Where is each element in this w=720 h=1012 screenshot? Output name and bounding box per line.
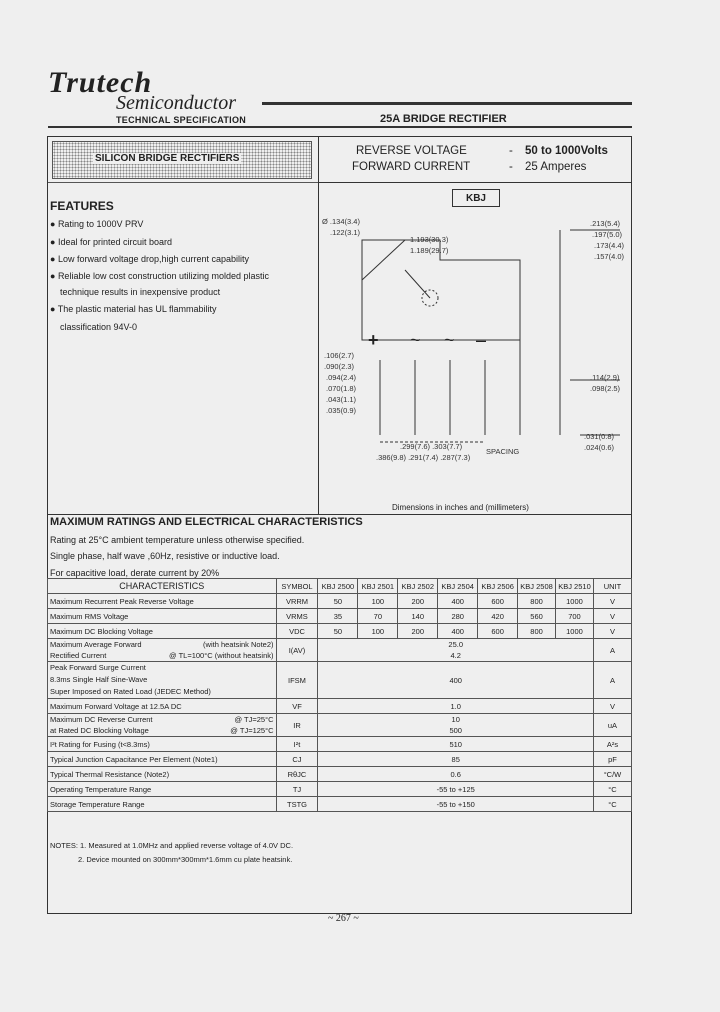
cell-text: Peak Forward Surge Current [50, 663, 146, 672]
cell-value: 800 [518, 624, 556, 639]
table-row [48, 714, 632, 737]
cell-value: 420 [478, 609, 518, 624]
cell-symbol: IR [276, 714, 318, 737]
forward-current-dash: - [509, 161, 513, 173]
dimension-label: .070(1.8) [326, 384, 357, 393]
cell-value: 100 [358, 594, 398, 609]
cell-unit: A²s [593, 737, 631, 752]
cell-value: 70 [358, 609, 398, 624]
cell-value: 140 [398, 609, 438, 624]
package-label: KBJ [452, 189, 500, 207]
column-header: KBJ 2504 [438, 579, 478, 594]
cell-symbol: I(AV) [276, 639, 318, 662]
dimension-label: 1.189(29.7) [410, 246, 449, 255]
reverse-voltage-label: REVERSE VOLTAGE [356, 145, 467, 157]
product-category-box [52, 141, 312, 179]
cell-characteristic: Maximum RMS Voltage [48, 609, 277, 624]
features-heading: FEATURES [50, 199, 114, 213]
cell-unit: V [593, 699, 631, 714]
cell-unit: V [593, 624, 631, 639]
cell-value: 1000 [556, 594, 594, 609]
column-header: KBJ 2500 [318, 579, 358, 594]
cell-symbol: VRMS [276, 609, 318, 624]
dimension-label: .094(2.4) [326, 373, 357, 382]
cell-symbol: CJ [276, 752, 318, 767]
table-row [48, 797, 632, 812]
cell-characteristic: Maximum DC Blocking Voltage [48, 624, 277, 639]
cell-value: 50 [318, 594, 358, 609]
dimension-label: .043(1.1) [326, 395, 357, 404]
dimension-label: 1.193(30.3) [410, 235, 449, 244]
cell-unit: pF [593, 752, 631, 767]
cell-characteristic: I²t Rating for Fusing (t<8.3ms) [48, 737, 277, 752]
column-header: UNIT [593, 579, 631, 594]
cell-value: 600 [478, 624, 518, 639]
cell-symbol: TSTG [276, 797, 318, 812]
dimension-label: .122(3.1) [330, 228, 361, 237]
cell-text: Super Imposed on Rated Load (JEDEC Method) [50, 687, 211, 696]
cell-unit: V [593, 609, 631, 624]
page-title: 25A BRIDGE RECTIFIER [380, 113, 507, 125]
cell-text: 25.0 [448, 640, 464, 649]
cell-value: 1000 [556, 624, 594, 639]
dimension-label: .173(4.4) [594, 241, 625, 250]
cell-text: @ TJ=125°C [230, 726, 274, 735]
cell-symbol: VRRM [276, 594, 318, 609]
left-divider [48, 182, 318, 183]
table-row [48, 737, 632, 752]
tech-spec-label: TECHNICAL SPECIFICATION [116, 115, 247, 125]
cell-value: -55 to +150 [318, 797, 593, 812]
dimension-label: .114(2.9) [590, 373, 620, 382]
cell-value: 200 [398, 594, 438, 609]
cell-characteristic: Maximum Forward Voltage at 12.5A DC [48, 699, 277, 714]
cell-text: Maximum DC Reverse Current [50, 715, 153, 724]
cell-characteristic: Operating Temperature Range [48, 782, 277, 797]
cell-value: 800 [518, 594, 556, 609]
cell-unit: V [593, 594, 631, 609]
table-header-row [48, 579, 632, 594]
cell-text: 10 [451, 715, 460, 724]
cell-unit: A [593, 639, 631, 662]
table-row [48, 662, 632, 699]
column-header: KBJ 2508 [518, 579, 556, 594]
dimension-label: .299(7.6) .303(7.7) [400, 442, 463, 451]
cell-text: @ TL=100°C (without heatsink) [169, 651, 274, 660]
column-header: SYMBOL [276, 579, 318, 594]
dimension-label: .031(0.8) [584, 432, 615, 441]
dimension-label: .106(2.7) [324, 351, 355, 360]
dimension-label: .024(0.6) [584, 443, 615, 452]
cell-text: 4.2 [450, 651, 461, 660]
cell-symbol: I²t [276, 737, 318, 752]
feature-item: technique results in inexpensive product [60, 287, 221, 297]
cell-symbol: VDC [276, 624, 318, 639]
feature-item: ● Reliable low cost construction utilizing molded plastic [50, 271, 270, 281]
page-number: ~ 267 ~ [328, 913, 359, 924]
table-row [48, 639, 632, 662]
feature-item: ● Rating to 1000V PRV [50, 219, 144, 229]
dimension-label: .157(4.0) [594, 252, 625, 261]
table-row [48, 699, 632, 714]
cell-value: 510 [318, 737, 593, 752]
cell-value: 50 [318, 624, 358, 639]
product-category: SILICON BRIDGE RECTIFIERS [95, 153, 240, 164]
table-row [48, 782, 632, 797]
cell-symbol: TJ [276, 782, 318, 797]
package-drawing [320, 210, 630, 460]
dimension-label: .386(9.8) .291(7.4) .287(7.3) [376, 453, 471, 462]
cell-unit: A [593, 662, 631, 699]
rating-note: For capacitive load, derate current by 20% [50, 568, 220, 578]
feature-item: ● The plastic material has UL flammability [50, 304, 217, 314]
column-header: CHARACTERISTICS [48, 579, 277, 594]
company-subtitle: Semiconductor [116, 92, 236, 114]
feature-item: classification 94V-0 [60, 322, 138, 332]
cell-value [318, 714, 593, 737]
header-rule [262, 102, 632, 105]
ac-terminal-symbol: ~ [444, 330, 455, 350]
column-header: KBJ 2510 [556, 579, 594, 594]
cell-value: 35 [318, 609, 358, 624]
cell-unit: °C [593, 782, 631, 797]
cell-text: @ TJ=25°C [234, 715, 274, 724]
cell-text: 500 [449, 726, 462, 735]
ratings-heading: MAXIMUM RATINGS AND ELECTRICAL CHARACTERISTICS [50, 516, 363, 528]
cell-characteristic: Typical Junction Capacitance Per Element (Note1) [48, 752, 277, 767]
cell-value: 200 [398, 624, 438, 639]
cell-value: 400 [318, 662, 593, 699]
cell-value: 400 [438, 624, 478, 639]
cell-value: 85 [318, 752, 593, 767]
reverse-voltage-value: 50 to 1000Volts [525, 145, 608, 157]
cell-value: 100 [358, 624, 398, 639]
cell-text: at Rated DC Blocking Voltage [50, 726, 149, 735]
cell-value: 560 [518, 609, 556, 624]
reverse-voltage-dash: - [509, 145, 513, 157]
table-row [48, 624, 632, 639]
dimension-caption: Dimensions in inches and (millimeters) [392, 503, 529, 512]
cell-value: 400 [438, 594, 478, 609]
cell-value: -55 to +125 [318, 782, 593, 797]
table-row [48, 767, 632, 782]
cell-unit: °C [593, 797, 631, 812]
plus-terminal-symbol: + [368, 330, 379, 350]
cell-symbol: VF [276, 699, 318, 714]
cell-value: 280 [438, 609, 478, 624]
cell-text: Maximum Average Forward [50, 640, 142, 649]
cell-characteristic: Maximum Recurrent Peak Reverse Voltage [48, 594, 277, 609]
footnote: 2. Device mounted on 300mm*300mm*1.6mm cu plate heatsink. [78, 855, 293, 864]
forward-current-label: FORWARD CURRENT [352, 161, 471, 173]
rating-note: Rating at 25°C ambient temperature unless otherwise specified. [50, 535, 305, 545]
cell-value: 0.6 [318, 767, 593, 782]
right-divider [318, 182, 632, 183]
forward-current-value: 25 Amperes [525, 161, 587, 173]
column-divider [318, 137, 319, 515]
cell-characteristic [48, 662, 277, 699]
cell-characteristic [48, 639, 277, 662]
cell-value: 700 [556, 609, 594, 624]
cell-unit: uA [593, 714, 631, 737]
dimension-label: .197(5.0) [592, 230, 623, 239]
dimension-label: .098(2.5) [590, 384, 621, 393]
cell-value [318, 639, 593, 662]
minus-terminal-symbol: – [476, 330, 487, 350]
footnote: NOTES: 1. Measured at 1.0MHz and applied reverse voltage of 4.0V DC. [50, 841, 294, 850]
dimension-label: .035(0.9) [326, 406, 357, 415]
column-header: KBJ 2506 [478, 579, 518, 594]
cell-text: Rectified Current [50, 651, 107, 660]
company-logo: Trutech [48, 66, 153, 99]
table-row [48, 594, 632, 609]
table-row [48, 609, 632, 624]
cell-characteristic: Typical Thermal Resistance (Note2) [48, 767, 277, 782]
column-header: KBJ 2501 [358, 579, 398, 594]
table-row [48, 752, 632, 767]
dimension-label: .090(2.3) [324, 362, 355, 371]
cell-unit: °C/W [593, 767, 631, 782]
cell-value: 600 [478, 594, 518, 609]
characteristics-table [47, 578, 632, 812]
rating-note: Single phase, half wave ,60Hz, resistive or inductive load. [50, 551, 280, 561]
spacing-label: SPACING [486, 447, 520, 456]
feature-item: ● Low forward voltage drop,high current capability [50, 254, 250, 264]
cell-text: 8.3ms Single Half Sine-Wave [50, 675, 148, 684]
cell-symbol: RθJC [276, 767, 318, 782]
header-rule-lower [48, 126, 632, 128]
cell-value: 1.0 [318, 699, 593, 714]
feature-item: ● Ideal for printed circuit board [50, 237, 172, 247]
dimension-label: Ø .134(3.4) [322, 217, 360, 226]
ac-terminal-symbol: ~ [410, 330, 421, 350]
column-header: KBJ 2502 [398, 579, 438, 594]
cell-characteristic: Storage Temperature Range [48, 797, 277, 812]
cell-characteristic [48, 714, 277, 737]
section-divider [48, 514, 632, 515]
dimension-label: .213(5.4) [590, 219, 621, 228]
cell-text: (with heatsink Note2) [203, 640, 274, 649]
cell-symbol: IFSM [276, 662, 318, 699]
